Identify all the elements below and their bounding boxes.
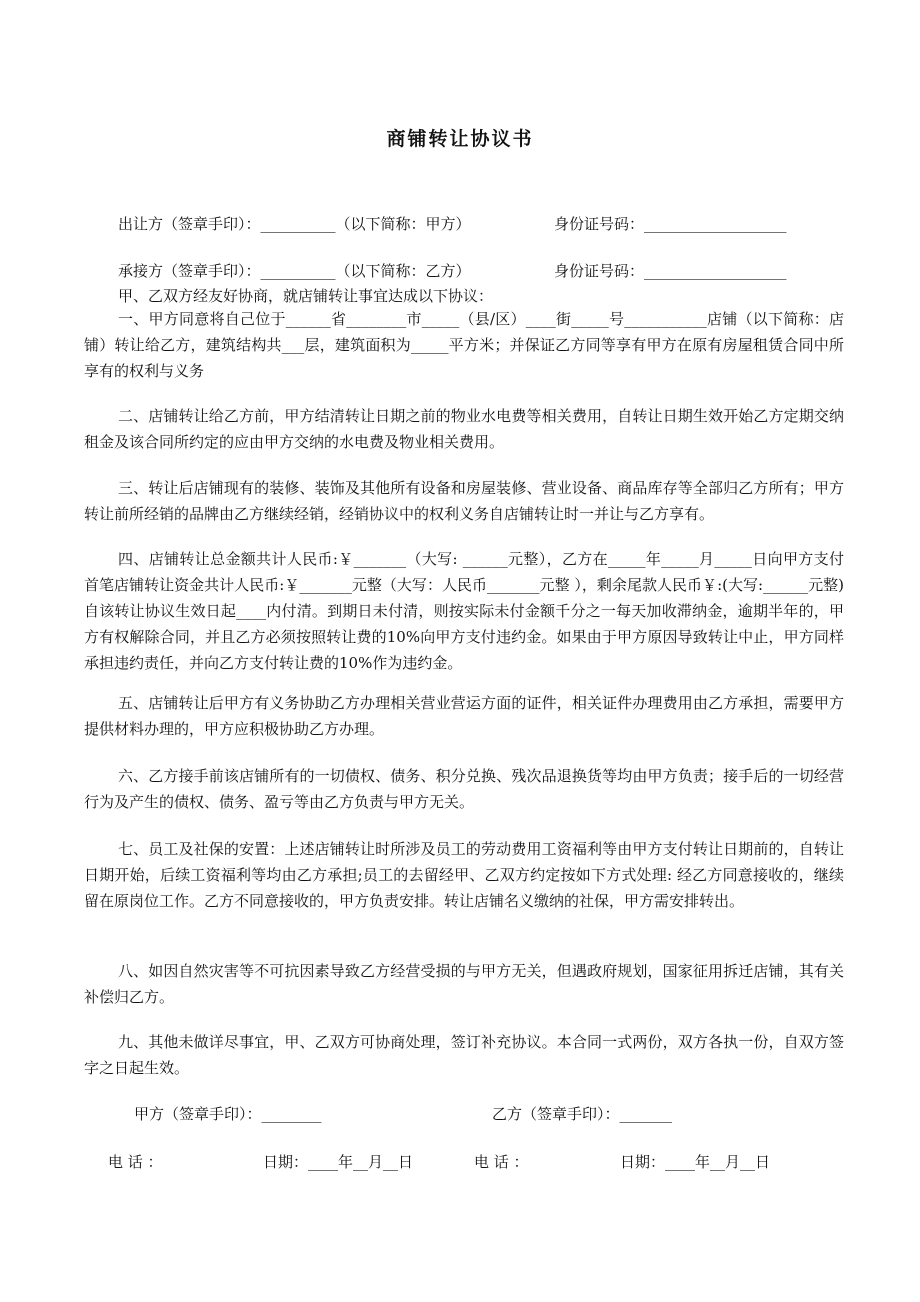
- party-a-line: 出让方（签章手印）：__________（以下简称：甲方）: [118, 215, 471, 233]
- intro-text: 甲、乙双方经友好协商，就店铺转让事宜达成以下协议：: [118, 287, 494, 305]
- clause-4: 四、店铺转让总金额共计人民币:￥_______（大写: ______元整），乙方在_____年_____月_____日向甲方支付首笔店铺转让资金共计人民币:￥_______元整（大写：人民币_______元整 ），剩余尾款人民币￥:(大写:______元整)自该转让协议生效日起____内付清。到期日未付清，则按实际未付金额千分之一每天加收滞纳金，逾期半年的，甲方有权解除合同，并且乙方必须按照转让费的10%向甲方支付违约金。如果由于甲方原因导致转让中止，甲方同样承担违约责任，并向乙方支付转让费的10%作为违约金。: [84, 550, 844, 672]
- clause-2: 二、店铺转让给乙方前，甲方结清转让日期之前的物业水电费等相关费用，自转让日期生效开始乙方定期交纳租金及该合同所约定的应由甲方交纳的水电费及物业相关费用。: [84, 407, 844, 451]
- clause-9: 九、其他未做详尽事宜，甲、乙双方可协商处理，签订补充协议。本合同一式两份，双方各执一份，自双方签字之日起生效。: [84, 1033, 844, 1077]
- signature-party-b: 乙方（签章手印）：_______: [492, 1105, 673, 1123]
- document-title: 商铺转让协议书: [386, 128, 534, 150]
- party-b-line: 承接方（签章手印）：__________（以下简称：乙方）: [118, 262, 471, 280]
- clause-5: 五、店铺转让后甲方有义务协助乙方办理相关营业营运方面的证件，相关证件办理费用由乙方承担，需要甲方提供材料办理的，甲方应积极协助乙方办理。: [84, 694, 844, 738]
- clause-8: 八、如因自然灾害等不可抗因素导致乙方经营受损的与甲方无关，但遇政府规划，国家征用拆迁店铺，其有关补偿归乙方。: [84, 962, 844, 1006]
- party-b-id: 身份证号码：___________________: [554, 262, 787, 280]
- clause-6: 六、乙方接手前该店铺所有的一切债权、债务、积分兑换、残次品退换货等均由甲方负责；接手后的一切经营行为及产生的债权、债务、盈亏等由乙方负责与甲方无关。: [84, 767, 844, 811]
- signature-party-a: 甲方（签章手印）：________: [134, 1105, 322, 1123]
- date-party-a: 日期：____年__月__日: [263, 1153, 414, 1171]
- phone-party-a: 电 话 ：: [108, 1153, 163, 1171]
- clause-7: 七、员工及社保的安置：上述店铺转让时所涉及员工的劳动费用工资福利等由甲方支付转让日期前的，自转让日期开始，后续工资福利等均由乙方承担;员工的去留经甲、乙双方约定按如下方式处理: 经乙方同意接收的，继续留在原岗位工作。乙方不同意接收的，甲方负责安排。转让店铺名义缴纳的社保，甲方需安排转出。: [84, 840, 844, 910]
- party-a-id: 身份证号码：___________________: [554, 215, 787, 233]
- clause-1: 一、甲方同意将自己位于______省________市_____（县/区）____街_____号___________店铺（以下简称：店铺）转让给乙方，建筑结构共___层，建筑面积为_____平方米；并保证乙方同等享有甲方在原有房屋租赁合同中所享有的权利与义务: [84, 310, 844, 380]
- clause-3: 三、转让后店铺现有的装修、装饰及其他所有设备和房屋装修、营业设备、商品库存等全部归乙方所有；甲方转让前所经销的品牌由乙方继续经销，经销协议中的权利义务自店铺转让时一并让与乙方享有。: [84, 479, 844, 523]
- phone-party-b: 电 话 ：: [474, 1153, 529, 1171]
- date-party-b: 日期：____年__月__日: [620, 1153, 771, 1171]
